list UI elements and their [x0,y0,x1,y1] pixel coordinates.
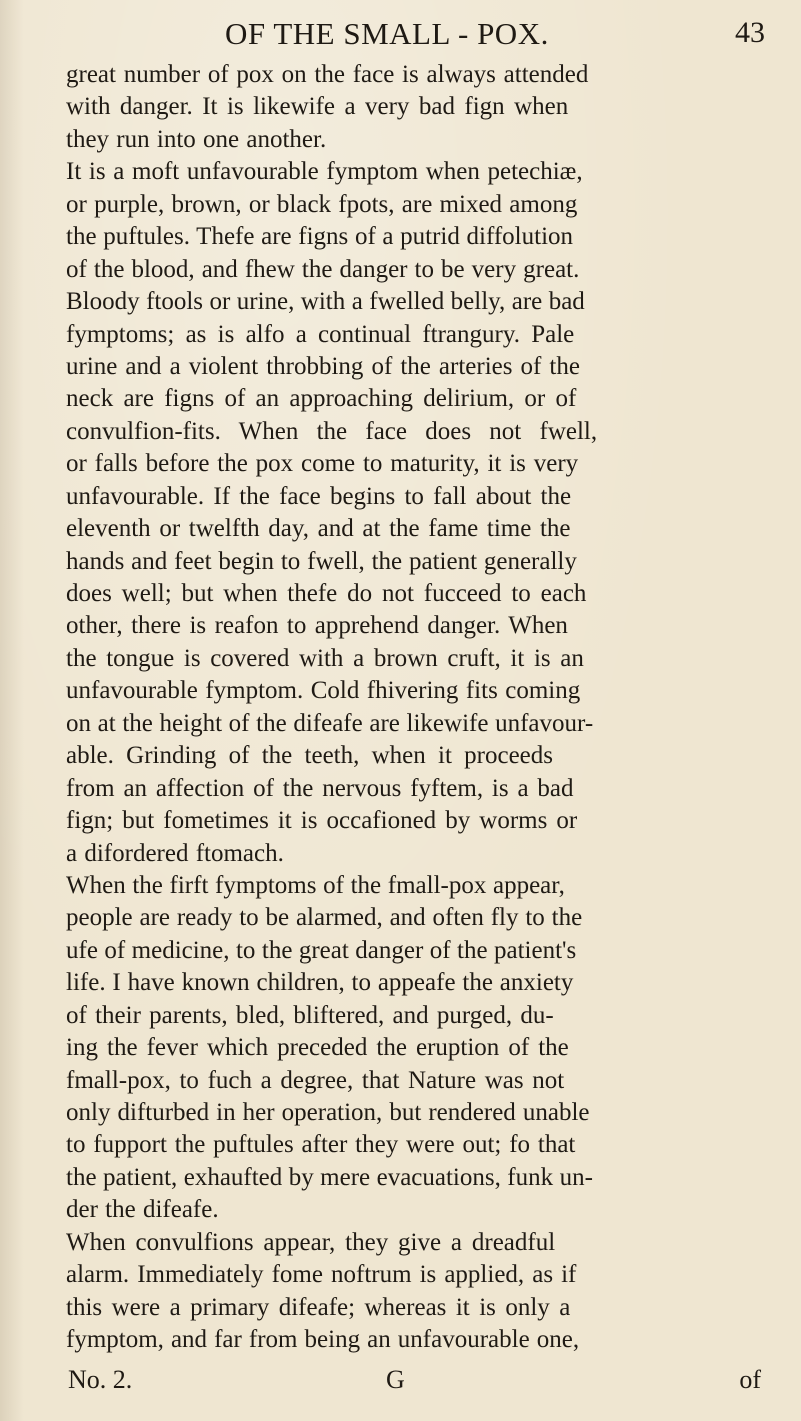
text-line: unfavourable. If the face begins to fall about the [66,482,572,510]
text-line: of the blood, and fhew the danger to be very great. [66,255,580,283]
page-header [225,16,765,56]
page-number: 43 [735,16,765,49]
text-line: unfavourable fymptom. Cold fhivering fits coming [66,677,581,705]
signature-number: No. 2. [68,1365,133,1394]
text-line: Bloody ftools or urine, with a fwelled belly, are bad [66,288,585,316]
text-line: It is a moft unfavourable fymptom when petechiæ, [66,158,583,186]
text-line: other, there is reafon to apprehend danger. When [66,612,568,640]
text-line: does well; but when thefe do not fucceed to each [66,580,587,607]
text-line: the tongue is covered with a brown cruft, it is an [66,644,584,672]
text-line: on at the height of the difeafe are likewife unfavour- [66,709,594,737]
running-head: OF THE SMALL - POX. [225,16,549,51]
text-line: this were a primary difeafe; whereas it is only a [66,1293,571,1321]
text-line: or falls before the pox come to maturity, it is very [66,450,579,478]
text-line: hands and feet begin to fwell, the patient generally [66,547,577,575]
text-line: der the difeafe. [66,1196,219,1224]
body-text [66,59,761,1357]
text-line: fymptom, and far from being an unfavourable one, [66,1326,580,1354]
text-line: alarm. Immediately fome noftrum is applied, as if [66,1261,577,1289]
catchword: of [739,1365,761,1394]
text-line: the puftules. Thefe are figns of a putrid diffolution [66,223,574,251]
signature-letter: G [386,1365,405,1394]
text-line: ing the fever which preceded the eruption of the [66,1034,569,1062]
text-line: they run into one another. [66,125,327,153]
text-line: fymptoms; as is alfo a continual ftrangury. Pale [66,320,575,348]
text-line: the patient, exhaufted by mere evacuations, funk un- [66,1163,593,1191]
text-line: fmall-pox, to fuch a degree, that Nature was not [66,1066,565,1094]
text-line: convulfion-fits. When the face does not fwell, [66,417,598,445]
page-footer [68,1365,761,1401]
text-line: When convulfions appear, they give a dreadful [66,1228,556,1256]
text-line: only difturbed in her operation, but rendered unable [66,1099,590,1126]
text-line: able. Grinding of the teeth, when it proceeds [66,742,553,770]
text-line: people are ready to be alarmed, and often fly to the [66,904,583,932]
text-line: life. I have known children, to appeafe the anxiety [66,969,574,997]
text-line: fign; but fometimes it is occafioned by worms or [66,807,578,835]
text-line: of their parents, bled, bliftered, and purged, du- [66,1001,554,1029]
text-line: ufe of medicine, to the great danger of the patient's [66,936,577,964]
text-line: or purple, brown, or black fpots, are mixed among [66,190,578,218]
text-line: a difordered ftomach. [66,839,284,867]
text-line: with danger. It is likewife a very bad fign when [66,93,569,121]
text-line: great number of pox on the face is always attended [66,61,589,88]
text-line: eleventh or twelfth day, and at the fame time the [66,515,571,543]
text-line: from an affection of the nervous fyftem, is a bad [66,774,574,802]
text-line: neck are figns of an approaching delirium, or of [66,385,577,413]
text-line: When the firft fymptoms of the fmall-pox appear, [66,871,565,899]
text-line: urine and a violent throbbing of the arteries of the [66,352,580,380]
text-line: to fupport the puftules after they were out; fo that [66,1131,576,1159]
